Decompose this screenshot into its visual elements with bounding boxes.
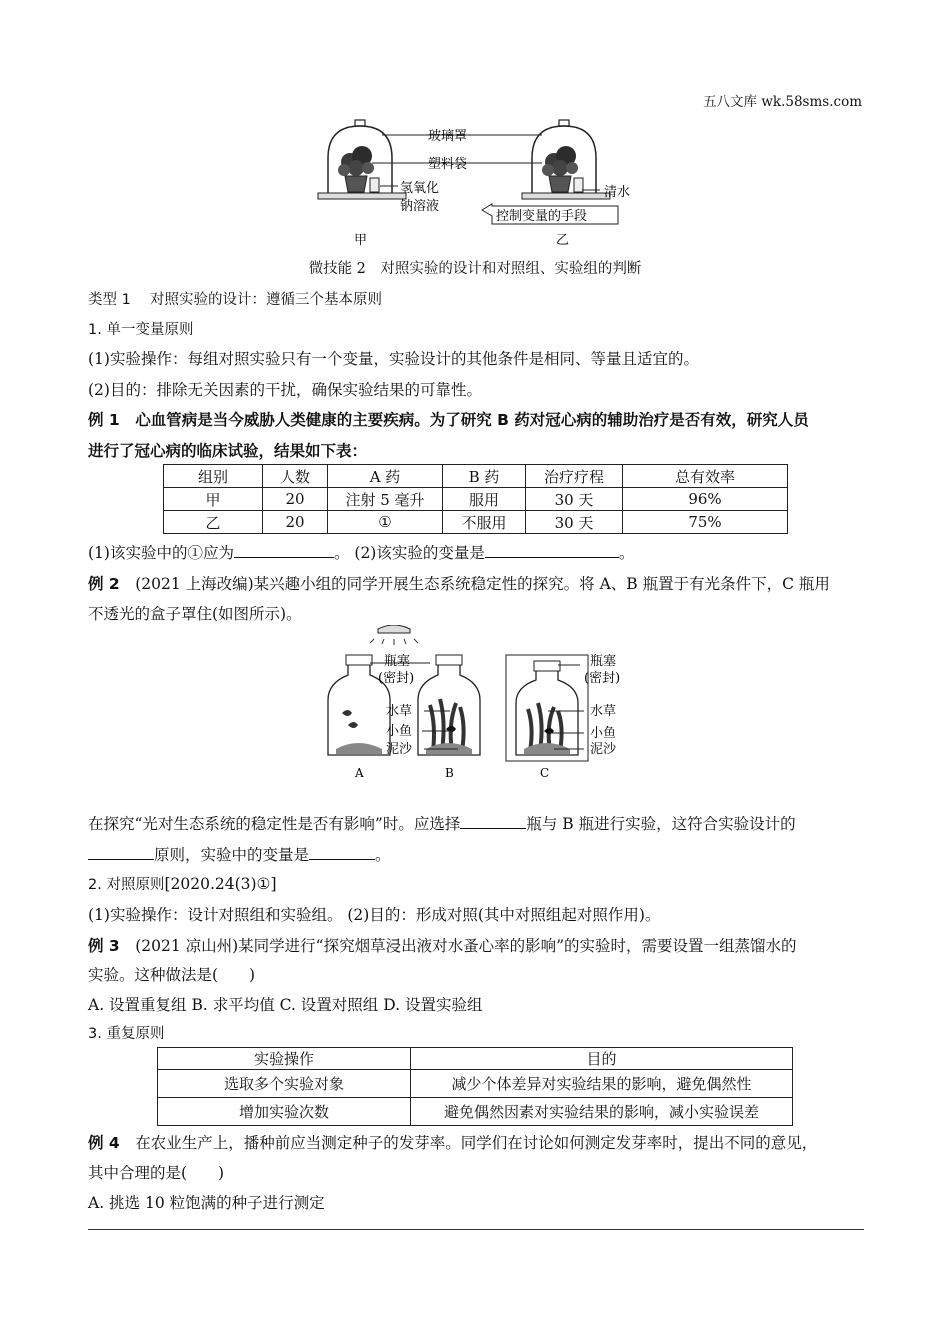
label-cork-1: 瓶塞: [384, 654, 411, 669]
bottle-b: [418, 655, 480, 755]
ex4-line2: 其中合理的是( ): [88, 1164, 225, 1182]
label-naoh-2: 钠溶液: [400, 199, 440, 214]
ex1-q1: (1)该实验中的①应为: [88, 544, 234, 562]
cell: 96%: [623, 488, 788, 511]
cell: 乙: [164, 511, 263, 534]
ecosystem-bottles-figure: [318, 625, 638, 785]
cell: ①: [328, 511, 443, 534]
label-control-means: 控制变量的手段: [496, 209, 588, 224]
answer-blank[interactable]: [234, 543, 334, 558]
bell-jar-figure: [300, 118, 660, 253]
ex1-label: 例 1: [88, 411, 120, 429]
jar-yi: [522, 120, 610, 199]
th-group: 组别: [164, 465, 263, 488]
th-efficacy: 总有效率: [623, 465, 788, 488]
ex2-line1: [88, 572, 864, 594]
s3-heading: 3. 重复原则: [88, 1026, 165, 1042]
th-course: 治疗疗程: [526, 465, 623, 488]
ex2-line2: 不透光的盒子罩住(如图所示)。: [88, 605, 302, 623]
ex2-p1b: 瓶与 B 瓶进行实验，这符合实验设计的: [526, 815, 796, 833]
th-drug-b: B 药: [443, 465, 526, 488]
label-jia: 甲: [354, 233, 368, 248]
s2-heading-line: [88, 873, 864, 894]
table-header-row: [158, 1048, 793, 1070]
answer-blank[interactable]: [485, 543, 619, 558]
s2-text: (1)实验操作：设计对照组和实验组。 (2)目的：形成对照(其中对照组起对照作用)。: [88, 906, 661, 924]
s3-table: [157, 1047, 793, 1126]
table-row: [164, 511, 788, 534]
ex2-para-line1: [88, 812, 864, 834]
cell: 30 天: [526, 511, 623, 534]
ex3-options: A. 设置重复组 B. 求平均值 C. 设置对照组 D. 设置实验组: [88, 996, 483, 1014]
answer-blank[interactable]: [88, 845, 154, 860]
label-cork-2: 瓶塞: [590, 654, 617, 669]
ex1-line1: [88, 408, 864, 430]
cell: 避免偶然因素对实验结果的影响，减小实验误差: [411, 1098, 793, 1126]
ex3-line1: [88, 934, 864, 956]
section-title: 微技能 2 对照实验的设计和对照组、实验组的判断: [308, 261, 642, 277]
ex3-label: 例 3: [88, 937, 120, 955]
s1-goal: (2)目的：排除无关因素的干扰，确保实验结果的可靠性。: [88, 381, 482, 399]
answer-blank[interactable]: [460, 814, 526, 829]
th-drug-a: A 药: [328, 465, 443, 488]
label-yi: 乙: [556, 233, 570, 248]
table-header-row: [164, 465, 788, 488]
label-glass-cover: 玻璃罩: [428, 129, 468, 144]
label-grass-1: 水草: [386, 704, 413, 719]
cell: 30 天: [526, 488, 623, 511]
table-row: [158, 1070, 793, 1098]
ex2-label: 例 2: [88, 575, 120, 593]
label-fish-2: 小鱼: [590, 726, 617, 741]
ex2-p1a: 在探究“光对生态系统的稳定性是否有影响”时。应选择: [88, 815, 461, 833]
th-count: 人数: [263, 465, 328, 488]
ex3-text1: (2021 凉山州)某同学进行“探究烟草浸出液对水蚤心率的影响”的实验时，需要设置一组蒸馏水的: [119, 937, 797, 955]
ex4-option-a: A. 挑选 10 粒饱满的种子进行测定: [88, 1194, 325, 1212]
cell: 甲: [164, 488, 263, 511]
footer-rule: [88, 1229, 864, 1230]
ex2-p2a: 原则，实验中的变量是: [154, 846, 310, 864]
s2-heading: 2. 对照原则: [88, 877, 165, 893]
cell: 减少个体差异对实验结果的影响，避免偶然性: [411, 1070, 793, 1098]
table-row: [158, 1098, 793, 1126]
bottle-a: [328, 655, 390, 755]
answer-blank[interactable]: [309, 845, 375, 860]
type1-heading: 类型 1 对照实验的设计：遵循三个基本原则: [88, 292, 382, 308]
ex1-text1: 心血管病是当今威胁人类健康的主要疾病。为了研究 B 药对冠心病的辅助治疗是否有效，研究人员: [119, 411, 809, 429]
s1-heading: 1. 单一变量原则: [88, 322, 194, 338]
label-bottle-c: C: [540, 766, 550, 780]
th-purpose: 目的: [411, 1048, 793, 1070]
cell: 选取多个实验对象: [158, 1070, 411, 1098]
cell: 20: [263, 488, 328, 511]
s2-ref: [2020.24(3)①]: [164, 875, 277, 893]
label-plastic-bag: 塑料袋: [428, 157, 468, 172]
label-sand-2: 泥沙: [590, 742, 617, 757]
bottle-c-boxed: [506, 655, 588, 761]
cell: 75%: [623, 511, 788, 534]
jar-jia: [318, 120, 406, 199]
s1-operation: (1)实验操作：每组对照实验只有一个变量，实验设计的其他条件是相同、等量且适宜的。: [88, 350, 699, 368]
label-bottle-b: B: [445, 766, 454, 780]
label-sand-1: 泥沙: [386, 742, 413, 757]
cell: 服用: [443, 488, 526, 511]
site-watermark: 五八文库 wk.58sms.com: [703, 94, 862, 110]
label-fish-1: 小鱼: [386, 724, 413, 739]
label-seal-2: (密封): [584, 671, 621, 686]
ex4-line1: [88, 1131, 864, 1153]
ex1-table: [163, 464, 788, 534]
cell: 注射 5 毫升: [328, 488, 443, 511]
label-naoh-1: 氢氧化: [400, 181, 440, 196]
table-row: [164, 488, 788, 511]
ex2-p2b: 。: [375, 846, 391, 864]
cell: 不服用: [443, 511, 526, 534]
lamp-icon: [370, 625, 418, 645]
label-bottle-a: A: [355, 766, 364, 780]
ex4-label: 例 4: [88, 1134, 120, 1152]
cell: 增加实验次数: [158, 1098, 411, 1126]
ex1-q2: 。 (2)该实验的变量是: [333, 544, 485, 562]
ex1-questions: [88, 541, 864, 563]
ex1-line2: 进行了冠心病的临床试验，结果如下表：: [88, 442, 368, 460]
th-operation: 实验操作: [158, 1048, 411, 1070]
ex1-end: 。: [618, 544, 635, 562]
cell: 20: [263, 511, 328, 534]
label-seal-1: (密封): [378, 671, 415, 686]
label-water: 清水: [604, 185, 631, 200]
ex4-text1: 在农业生产上，播种前应当测定种子的发芽率。同学们在讨论如何测定发芽率时，提出不同的意见，: [119, 1134, 818, 1152]
ex2-para-line2: [88, 843, 864, 865]
ex3-line2: 实验。这种做法是( ): [88, 966, 256, 984]
ex2-text1: (2021 上海改编)某兴趣小组的同学开展生态系统稳定性的探究。将 A、B 瓶置于有光条件下，C 瓶用: [119, 575, 830, 593]
label-grass-2: 水草: [590, 704, 617, 719]
